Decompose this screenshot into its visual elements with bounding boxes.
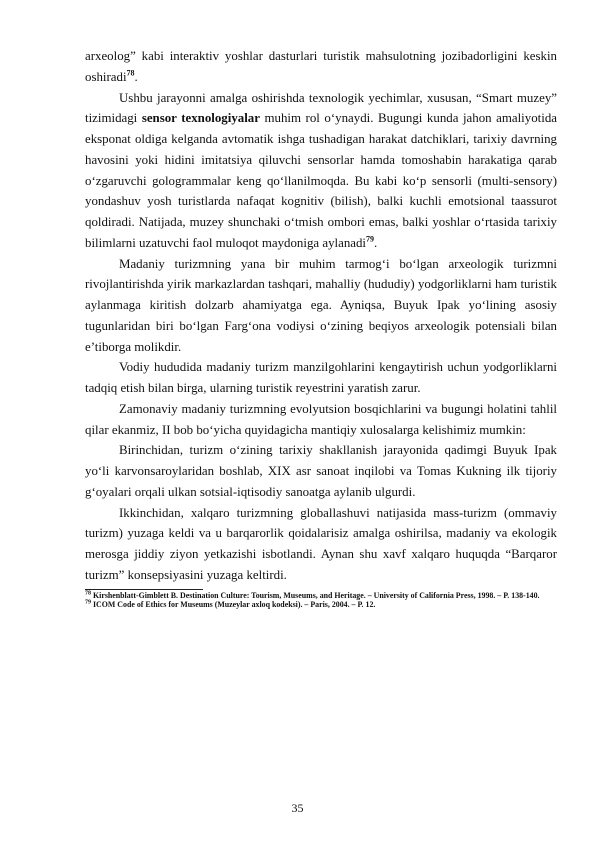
bold-term: sensor texnologiyalar — [141, 111, 260, 126]
footnote-number: 78 — [85, 589, 91, 596]
footnote-78 — [85, 591, 557, 601]
paragraph-first-conclusion: Birinchidan, turizm o‘zining tarixiy shakllanish jarayonida qadimgi Buyuk Ipak yo‘li karvonsaroylaridan boshlab, XIX asr sanoat inqilobi va Tomas Kukning ilk tijoriy g‘oyalari orqali ulkan sotsial-iqtisodiy sanoatga aylanib ulgurdi. — [85, 443, 557, 499]
footnote-ref-78[interactable]: 78 — [126, 68, 135, 78]
footnote-ref-79[interactable]: 79 — [366, 234, 375, 244]
paragraph-smart-museum: Ushbu jarayonni amalga oshirishda texnologik yechimlar, xususan, “Smart muzey” tizimidagi sensor texnologiyalar muhim rol o‘ynaydi. Bugungi kunda jahon amaliyotida eksponat oldiga kelganda avtomatik ishga tushadigan harakat datchiklari, tarixiy davrning havosini yoki hidini imitatsiya qiluvchi sensorlar hamda tomoshabin harakatiga qarab o‘zgaruvchi gologrammalar keng qo‘llanilmoqda. Bu kabi ko‘p sensorli (multi-sensory) yondashuv yosh turistlarda nafaqat kognitiv (bilish), balki kuchli emotsional taassurot qoldiradi. Natijada, muzey shunchaki o‘tmish ombori emas, balki yoshlar o‘rtasida tarixiy bilimlarni uzatuvchi faol muloqot maydoniga aylanadi$^{79}$. — [85, 90, 557, 250]
page-number: 35 — [291, 801, 304, 815]
page-body — [85, 46, 557, 610]
footnote-79 — [85, 600, 557, 610]
footnote-text: ICOM Code of Ethics for Museums (Muzeylar axloq kodeksi). – Paris, 2004. – P. 12. — [92, 600, 376, 610]
paragraph-conclusions-intro: Zamonaviy madaniy turizmning evolyutsion bosqichlarini va bugungi holatini tahlil qilar ekanmiz, II bob bo‘yicha quyidagicha mantiqiy xulosalarga kelishimiz mumkin: — [85, 401, 557, 437]
paragraph-text: muhim rol o‘ynaydi. Bugungi kunda jahon amaliyotida eksponat oldiga kelganda avtomatik ishga tushadigan harakat datchiklari, tarixiy davrning havosini yoki hidini imitatsiya qiluvchi sensorlar hamda tomoshabin harakatiga qarab o‘zgaruvchi gologrammalar keng qo‘llanilmoqda. Bu kabi ko‘p sensorli (multi-sensory) yondashuv yosh turistlarda nafaqat kognitiv (bilish), balki kuchli emotsional taassurot qoldiradi. Natijada, muzey shunchaki o‘tmish ombori emas, balki yoshlar o‘rtasida tarixiy bilimlarni uzatuvchi faol muloqot maydoniga aylanadi — [85, 111, 557, 250]
paragraph-continued: arxeolog” kabi interaktiv yoshlar dasturlari turistik mahsulotning jozibadorligini keskin oshiradi$^{78}$. — [85, 49, 557, 84]
paragraph-text: Ushbu jarayonni amalga oshirishda texnologik yechimlar, xususan, “Smart muzey” tizimidagi — [85, 90, 557, 126]
paragraph-second-conclusion: Ikkinchidan, xalqaro turizmning globallashuvi natijasida mass-turizm (ommaviy turizm) yuzaga keldi va u barqarorlik qoidalarisiz amalga oshirilsa, madaniy va ekologik merosga jiddiy ziyon yetkazishi isbotlandi. Aynan shu xavf xalqaro huquqda “Barqaror turizm” konsepsiyasini yuzaga keltirdi. — [85, 505, 557, 582]
footnote-divider — [85, 589, 203, 590]
paragraph-text: arxeolog” kabi interaktiv yoshlar dasturlari turistik mahsulotning jozibadorligini keskin oshiradi — [85, 49, 557, 84]
footnote-number: 79 — [85, 599, 91, 606]
footnote-text: Kirshenblatt-Gimblett B. Destination Culture: Tourism, Museums, and Heritage. – University of California Press, 1998. – P. 138-140. — [92, 590, 540, 600]
paragraph-valley-register: Vodiy hududida madaniy turizm manzilgohlarini kengaytirish uchun yodgorliklarni tadqiq etish bilan birga, ularning turistik reyestrini yaratish zarur. — [85, 360, 557, 395]
paragraph-archaeological-tourism: Madaniy turizmning yana bir muhim tarmog‘i bo‘lgan arxeologik turizmni rivojlantirishda yirik markazlardan tashqari, mahalliy (hududiy) yodgorliklarni ham turistik aylanmaga kiritish dolzarb ahamiyatga ega. Ayniqsa, Buyuk Ipak yo‘lining asosiy tugunlaridan biri bo‘lgan Farg‘ona vodiysi o‘zining beqiyos arxeologik potensiali bilan e’tiborga molikdir. — [85, 256, 557, 354]
